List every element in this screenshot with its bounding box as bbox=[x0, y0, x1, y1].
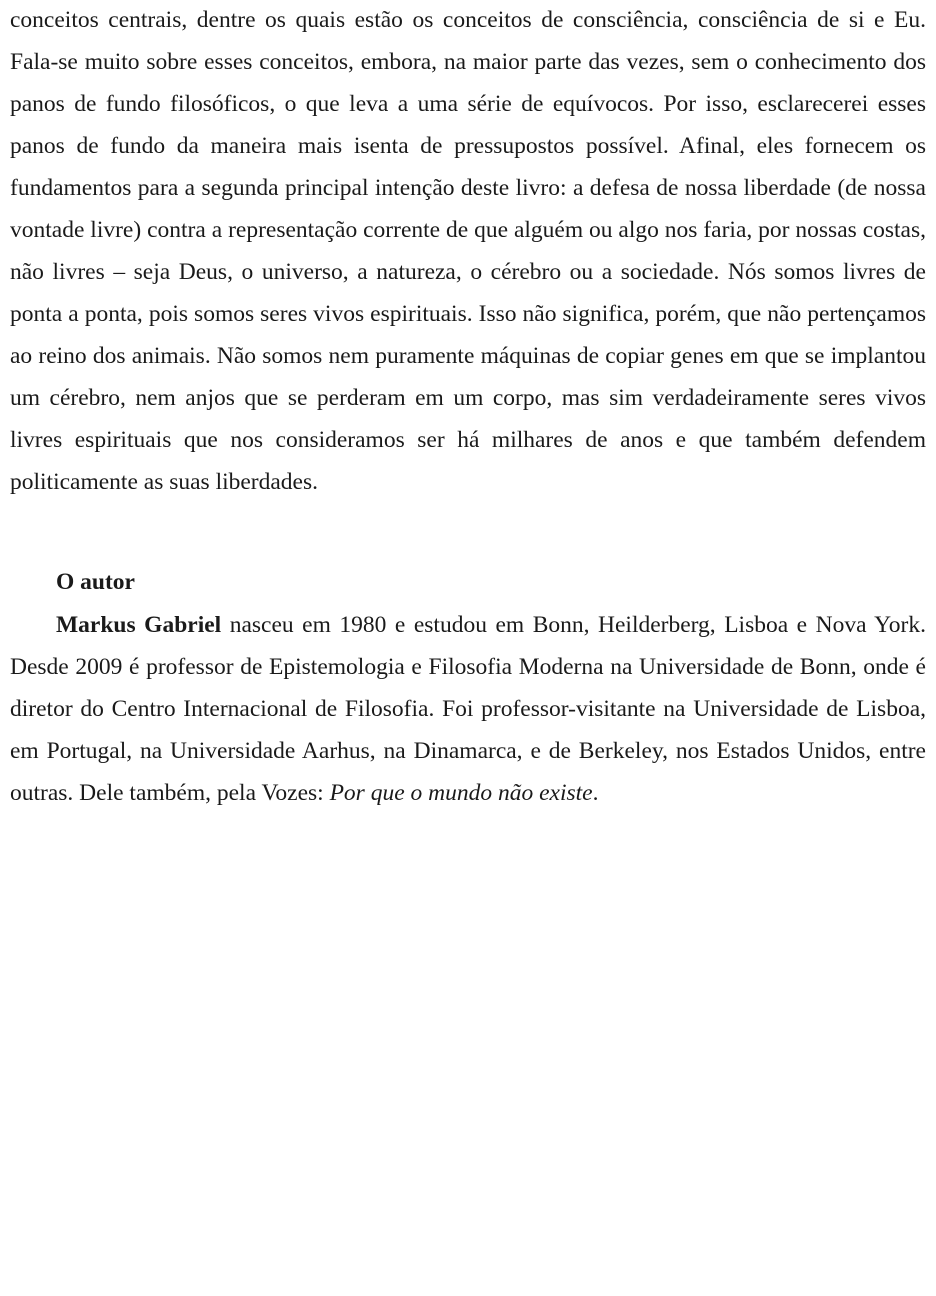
author-bio-paragraph bbox=[10, 604, 926, 814]
section-heading-author: O autor bbox=[56, 569, 135, 595]
author-bio-text: nasceu em 1980 e estudou em Bonn, Heilderberg, Lisboa e Nova York. Desde 2009 é professor de Epistemologia e Filosofia Moderna na Universidade de Bonn, onde é diretor do Centro Internacional de Filosofia. Foi professor-visitante na Universidade de Lisboa, em Portugal, na Universidade Aarhus, na Dinamarca, e de Berkeley, nos Estados Unidos, entre outras. Dele também, pela Vozes: bbox=[10, 612, 926, 806]
document-page bbox=[10, 0, 926, 814]
bio-closing: . bbox=[592, 780, 599, 806]
intro-paragraph: conceitos centrais, dentre os quais estão os conceitos de consciência, consciência de si e Eu. Fala-se muito sobre esses conceitos, embora, na maior parte das vezes, sem o conhecimento dos panos de fundo filosóficos, o que leva a uma série de equívocos. Por isso, esclarecerei esses panos de fundo da maneira mais isenta de pressupostos possível. Afinal, eles fornecem os fundamentos para a segunda principal intenção deste livro: a defesa de nossa liberdade (de nossa vontade livre) contra a representação corrente de que alguém ou algo nos faria, por nossas costas, não livres – seja Deus, o universo, a natureza, o cérebro ou a sociedade. Nós somos livres de ponta a ponta, pois somos seres vivos espirituais. Isso não significa, porém, que não pertençamos ao reino dos animais. Não somos nem puramente máquinas de copiar genes em que se implantou um cérebro, nem anjos que se perderam em um corpo, mas sim verdadeiramente seres vivos livres espirituais que nos consideramos ser há milhares de anos e que também defendem politicamente as suas liberdades. bbox=[10, 7, 926, 495]
author-name: Markus Gabriel bbox=[56, 612, 222, 638]
book-title: Por que o mundo não existe bbox=[329, 780, 593, 806]
